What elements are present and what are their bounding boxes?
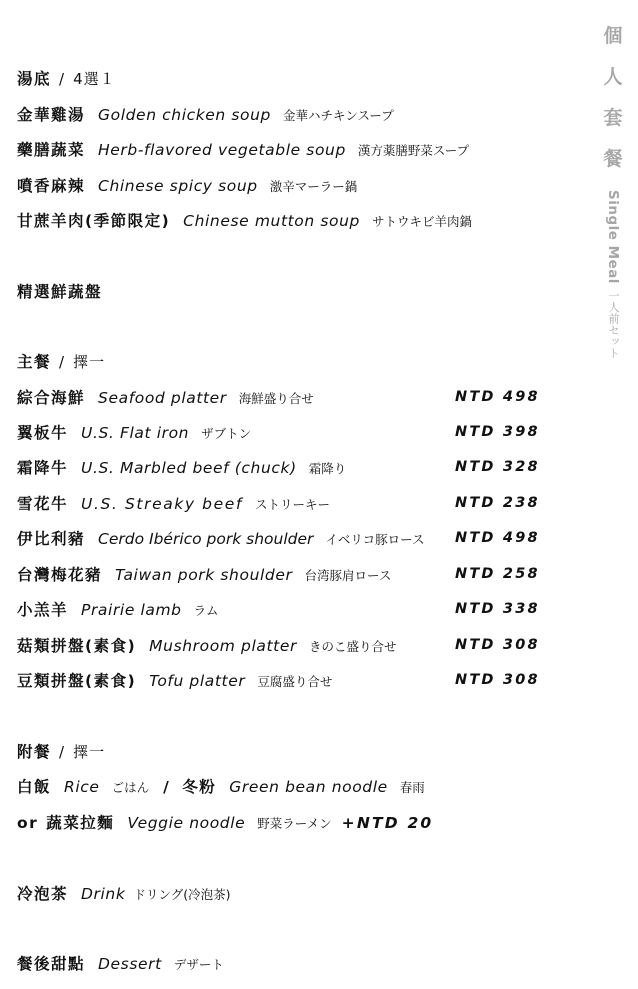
noodle-jp: 春雨 bbox=[399, 780, 425, 795]
main-item-price: NTD 258 bbox=[455, 566, 540, 582]
soup-item-zh: 噴香麻辣 bbox=[17, 177, 86, 195]
veg-platter-zh: 精選鮮蔬盤 bbox=[17, 283, 103, 301]
main-item-jp: イベリコ豚ロース bbox=[325, 532, 425, 547]
main-item-price: NTD 498 bbox=[455, 389, 540, 405]
main-item-en: U.S. Marbled beef (chuck) bbox=[81, 459, 297, 477]
main-heading-label: 主餐 bbox=[17, 353, 52, 371]
soup-item-en: Chinese spicy soup bbox=[98, 177, 258, 195]
side-dish-rice-noodle bbox=[17, 775, 425, 799]
side-dish-heading-choice: 擇一 bbox=[73, 743, 106, 761]
soup-heading-separator: / bbox=[59, 70, 66, 88]
soup-item-zh: 藥膳蔬菜 bbox=[17, 141, 86, 159]
main-item-zh: 伊比利豬 bbox=[17, 530, 86, 548]
main-item-jp: きのこ盛り合せ bbox=[308, 639, 397, 654]
noodle-en: Green bean noodle bbox=[229, 778, 388, 796]
side-title-jp: 一人前セット bbox=[607, 289, 620, 359]
main-item-en: Taiwan pork shoulder bbox=[115, 566, 293, 584]
soup-item-en: Chinese mutton soup bbox=[183, 212, 360, 230]
veggie-extra-price: +NTD 20 bbox=[341, 814, 434, 832]
main-item-zh: 霜降牛 bbox=[17, 459, 69, 477]
veggie-jp: 野菜ラーメン bbox=[257, 816, 332, 831]
veggie-zh: 蔬菜拉麵 bbox=[46, 814, 115, 832]
drink-en: Drink bbox=[81, 885, 126, 903]
side-dish-heading bbox=[17, 740, 105, 764]
rice-en: Rice bbox=[64, 778, 100, 796]
main-heading-choice: 擇一 bbox=[73, 353, 106, 371]
main-item-en: Prairie lamb bbox=[81, 601, 182, 619]
soup-item-en: Golden chicken soup bbox=[98, 106, 271, 124]
side-title-char: 套 bbox=[603, 107, 623, 129]
soup-heading-label: 湯底 bbox=[17, 70, 52, 88]
veggie-en: Veggie noodle bbox=[127, 814, 246, 832]
main-item-price: NTD 308 bbox=[455, 672, 540, 688]
main-item-price: NTD 498 bbox=[455, 530, 540, 546]
dessert bbox=[17, 952, 224, 976]
drink-jp: ドリング(冷泡茶) bbox=[133, 887, 231, 902]
main-item bbox=[17, 527, 425, 551]
or-label: or bbox=[17, 814, 39, 832]
side-dish-heading-separator: / bbox=[59, 743, 66, 761]
main-item bbox=[17, 598, 219, 622]
rice-jp: ごはん bbox=[111, 780, 150, 795]
side-dish-slash: / bbox=[163, 778, 171, 796]
main-item bbox=[17, 634, 396, 658]
main-item-price: NTD 328 bbox=[455, 459, 540, 475]
main-item bbox=[17, 669, 332, 693]
main-item bbox=[17, 456, 346, 480]
main-item-price: NTD 338 bbox=[455, 601, 540, 617]
main-item-price: NTD 238 bbox=[455, 495, 540, 511]
dessert-jp: デザート bbox=[173, 957, 224, 972]
main-item-price: NTD 398 bbox=[455, 424, 540, 440]
soup-item bbox=[17, 209, 472, 233]
main-item bbox=[17, 492, 330, 516]
side-title bbox=[600, 16, 626, 359]
soup-item-zh: 甘蔗羊肉(季節限定) bbox=[17, 212, 171, 230]
soup-item bbox=[17, 103, 394, 127]
drink-zh: 冷泡茶 bbox=[17, 885, 69, 903]
soup-item bbox=[17, 138, 469, 162]
dessert-zh: 餐後甜點 bbox=[17, 955, 86, 973]
main-item-zh: 綜合海鮮 bbox=[17, 389, 86, 407]
veg-platter bbox=[17, 280, 102, 304]
main-item-jp: ザブトン bbox=[201, 426, 252, 441]
main-item-en: Tofu platter bbox=[149, 672, 246, 690]
side-title-en: Single Meal bbox=[605, 190, 621, 284]
noodle-zh: 冬粉 bbox=[182, 778, 217, 796]
main-heading bbox=[17, 350, 105, 374]
main-item-en: U.S. Flat iron bbox=[81, 424, 190, 442]
soup-heading bbox=[17, 67, 116, 91]
main-item-zh: 雪花牛 bbox=[17, 495, 69, 513]
soup-heading-choice: 4選１ bbox=[73, 70, 116, 88]
main-item-zh: 台灣梅花豬 bbox=[17, 566, 103, 584]
main-item-jp: 海鮮盛り合せ bbox=[238, 391, 314, 406]
drink bbox=[17, 882, 230, 906]
soup-item-zh: 金華雞湯 bbox=[17, 106, 86, 124]
main-heading-separator: / bbox=[59, 353, 66, 371]
main-item-jp: 霜降り bbox=[308, 461, 347, 476]
main-item bbox=[17, 421, 251, 445]
main-item-jp: 豆腐盛り合せ bbox=[257, 674, 333, 689]
main-item-zh: 翼板牛 bbox=[17, 424, 69, 442]
side-title-char: 人 bbox=[603, 66, 623, 88]
main-item-en: Mushroom platter bbox=[149, 637, 297, 655]
main-item-jp: ラム bbox=[193, 603, 219, 618]
main-item-zh: 豆類拼盤(素食) bbox=[17, 672, 137, 690]
main-item bbox=[17, 386, 314, 410]
main-item-price: NTD 308 bbox=[455, 637, 540, 653]
side-title-char: 個 bbox=[603, 25, 623, 47]
main-item-en: Seafood platter bbox=[98, 389, 227, 407]
main-item-jp: ストリーキー bbox=[254, 497, 330, 512]
side-dish-veggie-noodle bbox=[17, 811, 433, 835]
main-item-en: Cerdo Ibérico pork shoulder bbox=[98, 530, 314, 548]
main-item-zh: 菇類拼盤(素食) bbox=[17, 637, 137, 655]
soup-item-jp: サトウキビ羊肉鍋 bbox=[371, 214, 472, 229]
main-item bbox=[17, 563, 391, 587]
main-item-jp: 台湾豚肩ロース bbox=[304, 568, 392, 583]
soup-item-en: Herb-flavored vegetable soup bbox=[98, 141, 346, 159]
soup-item bbox=[17, 174, 357, 198]
rice-zh: 白飯 bbox=[17, 778, 52, 796]
soup-item-jp: 漢方薬膳野菜スープ bbox=[357, 143, 470, 158]
main-item-en: U.S. Streaky beef bbox=[81, 495, 243, 513]
side-dish-heading-label: 附餐 bbox=[17, 743, 52, 761]
soup-item-jp: 金華ハチキンスープ bbox=[283, 108, 394, 123]
soup-item-jp: 激辛マーラー鍋 bbox=[269, 179, 358, 194]
main-item-zh: 小羔羊 bbox=[17, 601, 69, 619]
dessert-en: Dessert bbox=[98, 955, 162, 973]
side-title-char: 餐 bbox=[603, 148, 623, 170]
